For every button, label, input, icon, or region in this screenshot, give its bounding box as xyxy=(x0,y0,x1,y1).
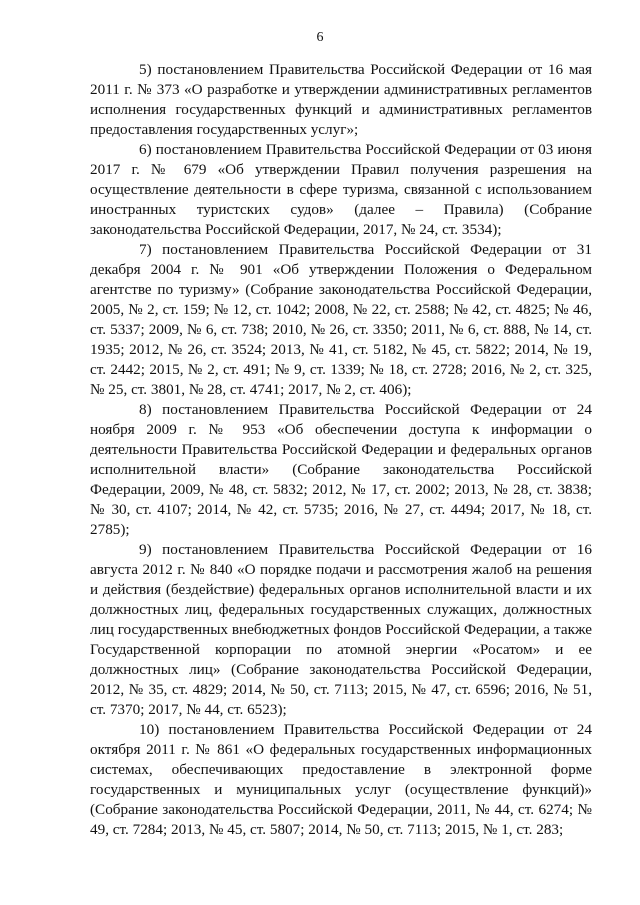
list-item-6: 6) постановлением Правительства Российской Федерации от 03 июня 2017 г. № 679 «Об утверждении Правил получения разрешения на осуществление деятельности в сфере туризма, связанной с использованием иностранных туристских судов» (далее – Правила) (Собрание законодательства Российской Федерации, 2017, № 24, ст. 3534); xyxy=(90,141,592,238)
document-body xyxy=(90,60,592,840)
list-item-5: 5) постановлением Правительства Российской Федерации от 16 мая 2011 г. № 373 «О разработке и утверждении административных регламентов исполнения государственных функций и административных регламентов предоставления государственных услуг»; xyxy=(90,61,592,138)
list-item-8: 8) постановлением Правительства Российской Федерации от 24 ноября 2009 г. № 953 «Об обеспечении доступа к информации о деятельности Правительства Российской Федерации и федеральных органов исполнительной власти» (Собрание законодательства Российской Федерации, 2009, № 48, ст. 5832; 2012, № 17, ст. 2002; 2013, № 28, ст. 3838; № 30, ст. 4107; 2014, № 42, ст. 5735; 2016, № 27, ст. 4494; 2017, № 18, ст. 2785); xyxy=(90,401,592,538)
list-item-7: 7) постановлением Правительства Российской Федерации от 31 декабря 2004 г. № 901 «Об утверждении Положения о Федеральном агентстве по туризму» (Собрание законодательства Российской Федерации, 2005, № 2, ст. 159; № 12, ст. 1042; 2008, № 22, ст. 2588; № 42, ст. 4825; № 46, ст. 5337; 2009, № 6, ст. 738; 2010, № 26, ст. 3350; 2011, № 6, ст. 888, № 14, ст. 1935; 2012, № 26, ст. 3524; 2013, № 41, ст. 5182, № 45, ст. 5822; 2014, № 19, ст. 2442; 2015, № 2, ст. 491; № 9, ст. 1339; № 18, ст. 2728; 2016, № 2, ст. 325, № 25, ст. 3801, № 28, ст. 4741; 2017, № 2, ст. 406); xyxy=(90,241,592,398)
list-item-10: 10) постановлением Правительства Российской Федерации от 24 октября 2011 г. № 861 «О федеральных государственных информационных системах, обеспечивающих предоставление в электронной форме государственных и муниципальных услуг (осуществление функций)» (Собрание законодательства Российской Федерации, 2011, № 44, ст. 6274; № 49, ст. 7284; 2013, № 45, ст. 5807; 2014, № 50, ст. 7113; 2015, № 1, ст. 283; xyxy=(90,721,592,838)
page-number: 6 xyxy=(316,30,324,45)
list-item-9: 9) постановлением Правительства Российской Федерации от 16 августа 2012 г. № 840 «О порядке подачи и рассмотрения жалоб на решения и действия (бездействие) федеральных органов исполнительной власти и их должностных лиц, федеральных государственных служащих, должностных лиц государственных внебюджетных фондов Российской Федерации, а также Государственной корпорации по атомной энергии «Росатом» и ее должностных лиц» (Собрание законодательства Российской Федерации, 2012, № 35, ст. 4829; 2014, № 50, ст. 7113; 2015, № 47, ст. 6596; 2016, № 51, ст. 7370; 2017, № 44, ст. 6523); xyxy=(90,541,592,718)
